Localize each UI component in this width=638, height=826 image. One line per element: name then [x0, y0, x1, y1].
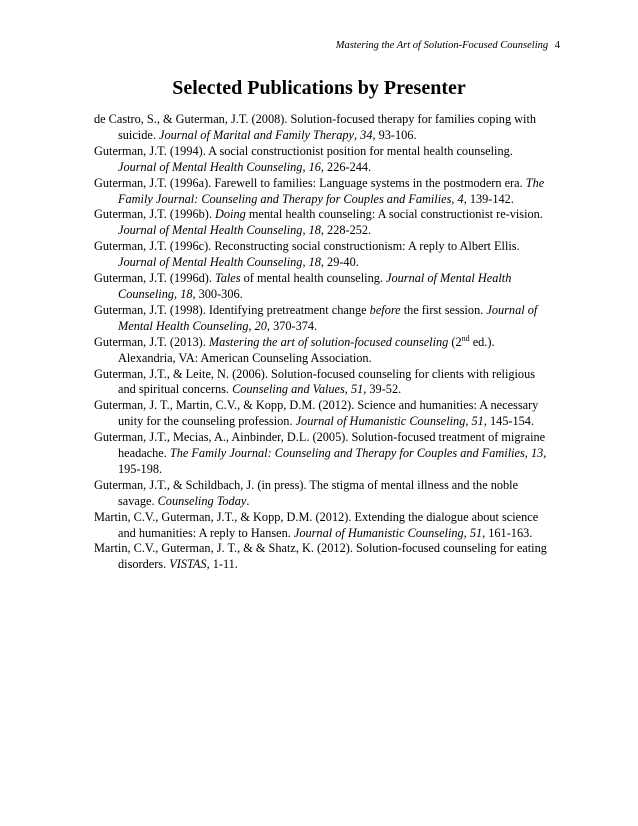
- reference-text: ,: [524, 446, 531, 461]
- reference-text: ,: [174, 286, 181, 301]
- reference-text: ,: [354, 127, 361, 142]
- italic-text: before: [369, 302, 401, 317]
- reference-text: Guterman, J.T. (2013).: [94, 334, 209, 349]
- italic-text: 20: [254, 318, 267, 333]
- italic-text: Journal of Mental Health Counseling: [118, 255, 303, 270]
- reference-text: Guterman, J.T. (1994). A social constructionist position for mental health counseling.: [94, 143, 513, 158]
- reference-text: Guterman, J. T., Martin, C.V., & Kopp, D.M. (2012). Science and humanities: A necessary unity for the counseling profession.: [94, 398, 539, 429]
- italic-text: 13: [530, 446, 544, 461]
- reference-entry: [94, 271, 554, 303]
- italic-text: 18: [308, 255, 321, 270]
- reference-entry: [94, 478, 554, 510]
- reference-entry: [94, 303, 554, 335]
- italic-text: 51: [350, 382, 364, 397]
- italic-text: 51: [469, 525, 483, 540]
- italic-text: Journal of Mental Health Counseling: [118, 271, 512, 301]
- reference-text: , 139-142.: [463, 191, 514, 206]
- italic-text: Journal of Humanistic Counseling: [295, 414, 466, 429]
- reference-entry: [94, 239, 554, 271]
- reference-text: mental health counseling: A social constructionist re-vision.: [245, 207, 543, 222]
- reference-text: (2: [448, 334, 462, 349]
- reference-text: , 195-198.: [118, 446, 547, 476]
- page-title: Selected Publications by Presenter: [172, 77, 466, 99]
- reference-entry: [94, 398, 554, 430]
- italic-text: Journal of Mental Health Counseling: [118, 223, 303, 238]
- reference-text: , 161-163.: [482, 525, 533, 540]
- reference-text: the first session.: [400, 302, 487, 317]
- italic-text: Journal of Humanistic Counseling: [293, 525, 464, 540]
- italic-text: 34: [360, 127, 373, 142]
- reference-entry: [94, 144, 554, 176]
- reference-text: ed.). Alexandria, VA: American Counseling Association.: [118, 334, 495, 365]
- superscript: nd: [461, 333, 470, 343]
- italic-text: Tales: [215, 271, 241, 286]
- reference-text: Guterman, J.T. (1996a). Farewell to families: Language systems in the postmodern era.: [94, 175, 526, 190]
- italic-text: 4: [457, 191, 464, 206]
- reference-text: , 300-306.: [192, 286, 243, 301]
- italic-text: Journal of Mental Health Counseling: [118, 302, 538, 333]
- reference-text: , 39-52.: [363, 382, 402, 397]
- italic-text: Journal of Marital and Family Therapy: [158, 127, 355, 142]
- reference-text: ,: [463, 525, 470, 540]
- reference-text: Martin, C.V., Guterman, J. T., & & Shatz, K. (2012). Solution-focused counseling for eating disorders.: [94, 541, 547, 572]
- reference-entry: [94, 541, 554, 573]
- reference-text: Guterman, J.T. (1996b).: [94, 207, 216, 222]
- reference-text: ,: [302, 223, 309, 238]
- reference-entry: [94, 335, 554, 367]
- reference-text: , 29-40.: [320, 255, 359, 270]
- italic-text: The Family Journal: Counseling and Therapy for Couples and Families: [169, 446, 525, 461]
- running-header: [336, 40, 560, 51]
- italic-text: Mastering the art of solution-focused counseling: [208, 334, 449, 349]
- reference-text: , 93-106.: [372, 127, 417, 142]
- reference-text: Guterman, J.T., & Schildbach, J. (in press). The stigma of mental illness and the noble savage.: [94, 477, 519, 508]
- reference-text: Guterman, J.T. (1996d).: [94, 271, 216, 286]
- italic-text: Doing: [215, 207, 246, 222]
- reference-text: ,: [248, 318, 255, 333]
- italic-text: Counseling and Values: [232, 382, 345, 397]
- reference-entry: [94, 112, 554, 144]
- italic-text: 18: [180, 286, 193, 301]
- reference-text: Guterman, J.T., Mecias, A., Ainbinder, D.L. (2005). Solution-focused treatment of migraine headache.: [94, 430, 546, 461]
- reference-list: [94, 112, 554, 573]
- reference-entry: [94, 176, 554, 208]
- italic-text: 18: [308, 223, 321, 238]
- reference-entry: [94, 367, 554, 399]
- reference-text: , 370-374.: [266, 318, 318, 333]
- italic-text: 16: [308, 159, 321, 174]
- reference-entry: [94, 510, 554, 542]
- reference-text: , 228-252.: [320, 223, 372, 238]
- reference-text: , 226-244.: [320, 159, 372, 174]
- reference-text: ,: [451, 191, 458, 206]
- italic-text: Counseling Today: [157, 493, 247, 508]
- reference-text: Guterman, J.T. (1996c). Reconstructing social constructionism: A reply to Albert Ellis.: [94, 239, 520, 254]
- reference-entry: [94, 430, 554, 478]
- reference-text: ,: [465, 414, 472, 429]
- reference-text: .: [246, 493, 250, 508]
- reference-text: ,: [302, 159, 309, 174]
- reference-text: , 145-154.: [483, 414, 535, 429]
- reference-text: of mental health counseling.: [240, 271, 387, 286]
- italic-text: Journal of Mental Health Counseling: [118, 159, 303, 174]
- reference-text: ,: [302, 255, 309, 270]
- reference-text: , 1-11.: [206, 557, 238, 572]
- page-number: 4: [554, 40, 560, 51]
- reference-entry: [94, 207, 554, 239]
- reference-text: Martin, C.V., Guterman, J.T., & Kopp, D.M. (2012). Extending the dialogue about science and humanities: A reply to Hansen.: [94, 509, 539, 540]
- reference-text: Guterman, J.T. (1998). Identifying pretreatment change: [94, 302, 370, 317]
- reference-text: de Castro, S., & Guterman, J.T. (2008). Solution-focused therapy for families coping with suicide.: [94, 112, 537, 142]
- reference-text: Guterman, J.T., & Leite, N. (2006). Solution-focused counseling for clients with religious and spiritual concerns.: [94, 366, 536, 397]
- italic-text: VISTAS: [169, 557, 207, 572]
- italic-text: 51: [471, 414, 484, 429]
- italic-text: The Family Journal: Counseling and Therapy for Couples and Families: [118, 175, 545, 206]
- reference-text: ,: [344, 382, 351, 397]
- running-title: Mastering the Art of Solution-Focused Counseling: [335, 40, 549, 51]
